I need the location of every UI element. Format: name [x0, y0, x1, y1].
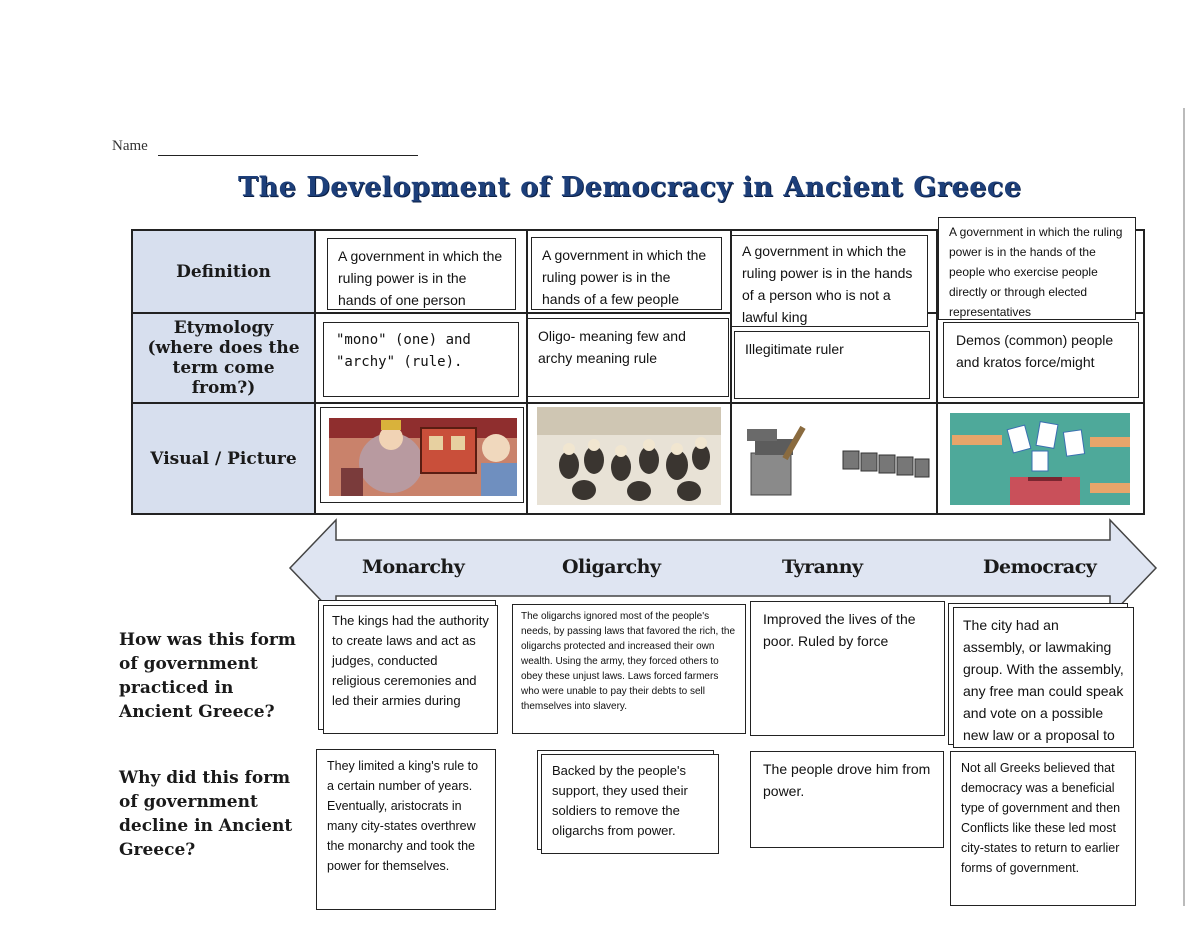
definition-monarchy[interactable]: A government in which the ruling power is in the hands of one person	[327, 238, 516, 310]
row-header-visual-text: Visual / Picture	[150, 448, 297, 469]
stage-oligarchy: Oligarchy	[562, 556, 661, 578]
definition-democracy[interactable]: A government in which the ruling power is in the hands of the people who exercise people directly or through elected representatives	[938, 217, 1136, 320]
etymology-tyranny[interactable]: Illegitimate ruler	[734, 331, 930, 399]
definition-tyranny[interactable]: A government in which the ruling power is in the hands of a person who is not a lawful king	[731, 235, 928, 327]
practiced-tyranny[interactable]: Improved the lives of the poor. Ruled by force	[750, 601, 945, 736]
etymology-democracy[interactable]: Demos (common) people and kratos force/might	[943, 322, 1139, 398]
row-header-etymology	[133, 314, 316, 402]
name-field[interactable]	[158, 140, 418, 156]
name-label: Name	[112, 138, 148, 154]
monarchy-cartoon-image	[321, 408, 522, 501]
democracy-voting-image	[940, 405, 1140, 511]
etymology-monarchy[interactable]: "mono" (one) and "archy" (rule).	[323, 322, 519, 397]
grid-divider	[133, 402, 1143, 404]
tyranny-anvil-image	[733, 405, 933, 511]
practiced-monarchy[interactable]: The kings had the authority to create laws and act as judges, conducted religious ceremonies and led their armies during	[323, 605, 498, 734]
stage-tyranny: Tyranny	[782, 556, 863, 578]
page-edge	[1183, 108, 1185, 906]
row-header-visual	[133, 404, 316, 513]
question-decline-wrap	[119, 766, 311, 860]
decline-monarchy[interactable]: They limited a king's rule to a certain number of years. Eventually, aristocrats in many city-states overthrew the monarchy and took the power for themselves.	[316, 749, 496, 910]
etymology-oligarchy[interactable]: Oligo- meaning few and archy meaning rule	[527, 318, 729, 397]
practiced-democracy[interactable]: The city had an assembly, or lawmaking group. With the assembly, any free man could speak and vote on a possible new law or a proposal to	[953, 607, 1134, 748]
decline-oligarchy[interactable]: Backed by the people's support, they used their soldiers to remove the oligarchs from power.	[541, 754, 719, 854]
oligarchy-cartoon-image	[529, 405, 729, 511]
row-header-etymology-text: Etymology (where does the term come from?)	[147, 318, 300, 398]
stage-monarchy: Monarchy	[362, 556, 465, 578]
visual-oligarchy	[529, 405, 729, 511]
row-header-definition-text: Definition	[176, 261, 271, 282]
question-decline: Why did this form of government decline in Ancient Greece?	[119, 768, 293, 860]
stage-democracy: Democracy	[983, 556, 1097, 578]
practiced-oligarchy[interactable]: The oligarchs ignored most of the people's needs, by passing laws that favored the rich, the oligarchs protected and increased their own wealth. Using the army, they forced others to obey these unjust laws. Laws forced farmers who were unable to pay their debts to sell themselves into slavery.	[512, 604, 746, 734]
visual-tyranny	[733, 405, 933, 511]
decline-democracy[interactable]: Not all Greeks believed that democracy was a beneficial type of government and then Conflicts like these led most city-states to return to earlier forms of government.	[950, 751, 1136, 906]
page-title	[238, 172, 1022, 203]
question-practiced: How was this form of government practiced in Ancient Greece?	[119, 630, 296, 722]
row-header-definition	[133, 231, 316, 312]
visual-democracy	[940, 405, 1140, 511]
decline-tyranny[interactable]: The people drove him from power.	[750, 751, 944, 848]
definition-oligarchy[interactable]: A government in which the ruling power is in the hands of a few people	[531, 237, 722, 310]
visual-monarchy	[320, 407, 524, 503]
page-title-text: The Development of Democracy in Ancient Greece	[238, 172, 1022, 203]
